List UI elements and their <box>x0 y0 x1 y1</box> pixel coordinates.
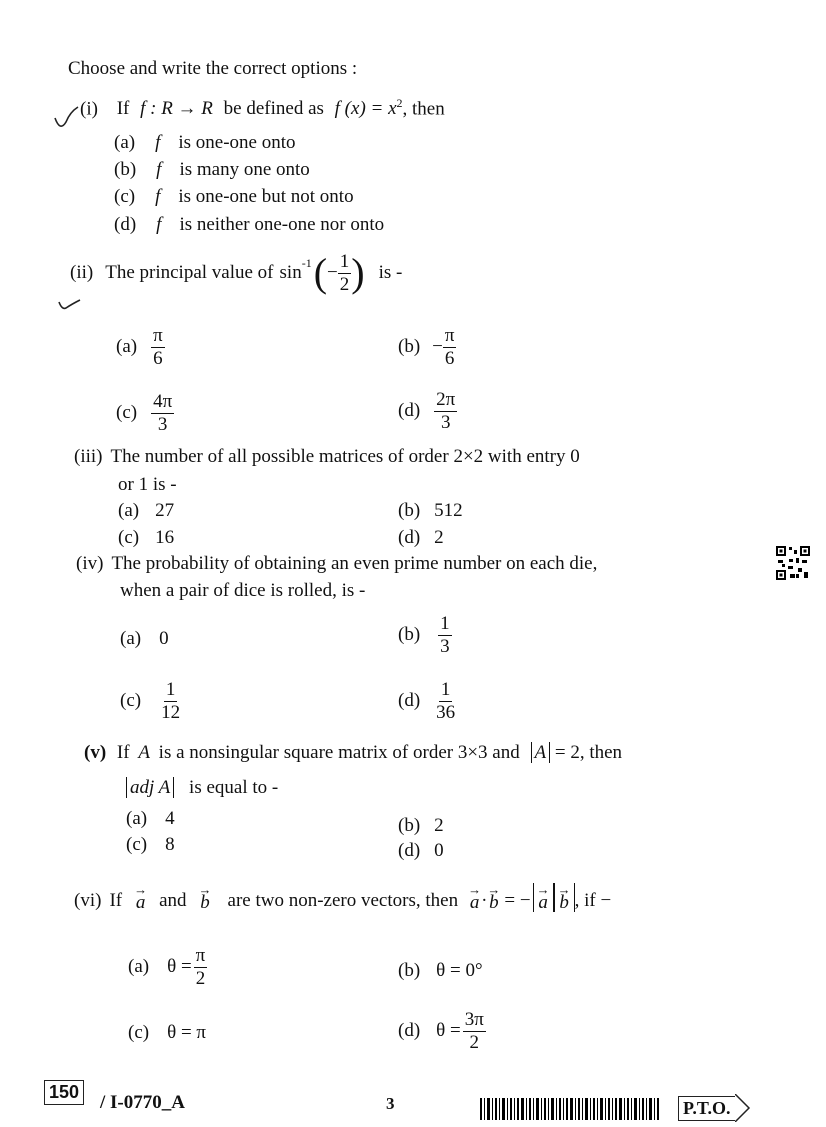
barcode-icon <box>480 1098 662 1120</box>
option: (d) $\frac{1}{36}$ <box>398 679 456 723</box>
option: (b) 512 <box>398 500 463 521</box>
question-number: (v) <box>84 742 107 763</box>
paper-code: / I-0770_A <box>100 1092 185 1113</box>
option: (d) θ = $\frac{3\pi}{2}$ <box>398 1009 484 1053</box>
question-v-stem-line2: adj A is equal to - <box>126 777 278 799</box>
option: (a) 27 <box>118 500 175 521</box>
question-number: (iv) <box>76 553 104 574</box>
question-i-stem: (i) If f : R → R be defined as f $(x) = x^2$, then <box>80 96 445 120</box>
qr-code-icon <box>776 546 810 580</box>
handwritten-mark-icon <box>56 296 84 316</box>
option: (b) $\frac{1}{3}$ <box>398 613 450 657</box>
option: (c) θ = π <box>128 1022 207 1043</box>
option: (a) 4 <box>126 808 175 829</box>
vector-b: → b <box>487 882 501 913</box>
option: (c) f is one-one but not onto <box>114 186 354 207</box>
option: (a) $\frac{\pi}{6}$ <box>116 325 163 369</box>
option: (b) − $\frac{\pi}{6}$ <box>398 325 455 369</box>
marks-box: 150 <box>44 1080 84 1105</box>
question-number: (i) <box>80 98 98 120</box>
option: (b) θ = 0° <box>398 960 483 981</box>
option: (b) f is many one onto <box>114 159 310 180</box>
question-number: (iii) <box>74 446 103 467</box>
arrow-right-icon <box>735 1094 751 1122</box>
magnitude-a: → a <box>533 883 554 912</box>
question-number: (vi) <box>74 890 102 911</box>
option: (d) 0 <box>398 840 444 861</box>
pto-badge: P.T.O. <box>678 1094 751 1122</box>
question-iv-stem: (iv) The probability of obtaining an even prime number on each die, <box>76 553 598 574</box>
question-iii-stem: (iii) The number of all possible matrices of order 2×2 with entry 0 <box>74 446 580 467</box>
option: (c) $\frac{4\pi}{3}$ <box>116 391 173 435</box>
left-paren: ( <box>313 250 328 296</box>
page-number: 3 <box>386 1094 395 1113</box>
question-ii-stem: (ii) The principal value of sin $^{-1}$ ( − $\frac{1}{2}$ ) is - <box>70 250 403 296</box>
instruction-text: Choose and write the correct options : <box>68 58 358 79</box>
question-iii-stem-line2: or 1 is - <box>118 474 177 495</box>
vector-a: → a <box>134 882 148 913</box>
question-v-stem: (v) If A is a nonsingular square matrix of order 3×3 and A = 2, then <box>84 742 623 763</box>
question-number: (ii) <box>70 262 94 284</box>
handwritten-tick-icon <box>52 104 82 134</box>
question-vi-stem: (vi) If → a and → b are two non-zero vectors, then → a · → b = − → a → b , if − <box>74 882 612 913</box>
option: (c) 16 <box>118 527 175 548</box>
option: (a) f is one-one onto <box>114 132 296 153</box>
vector-a: → a <box>468 882 482 913</box>
option: (d) 2 <box>398 527 444 548</box>
question-iv-stem-line2: when a pair of dice is rolled, is - <box>120 580 366 601</box>
option: (d) $\frac{2\pi}{3}$ <box>398 389 456 433</box>
option: (c) $\frac{1}{12}$ <box>120 679 181 723</box>
magnitude-b: → b <box>554 883 575 912</box>
option: (b) 2 <box>398 815 444 836</box>
right-paren: ) <box>351 250 365 296</box>
vector-b: → b <box>198 882 212 913</box>
option: (a) 0 <box>120 628 169 649</box>
option: (c) 8 <box>126 834 175 855</box>
option: (d) f is neither one-one nor onto <box>114 214 385 235</box>
option: (a) θ = $\frac{\pi}{2}$ <box>128 945 206 989</box>
